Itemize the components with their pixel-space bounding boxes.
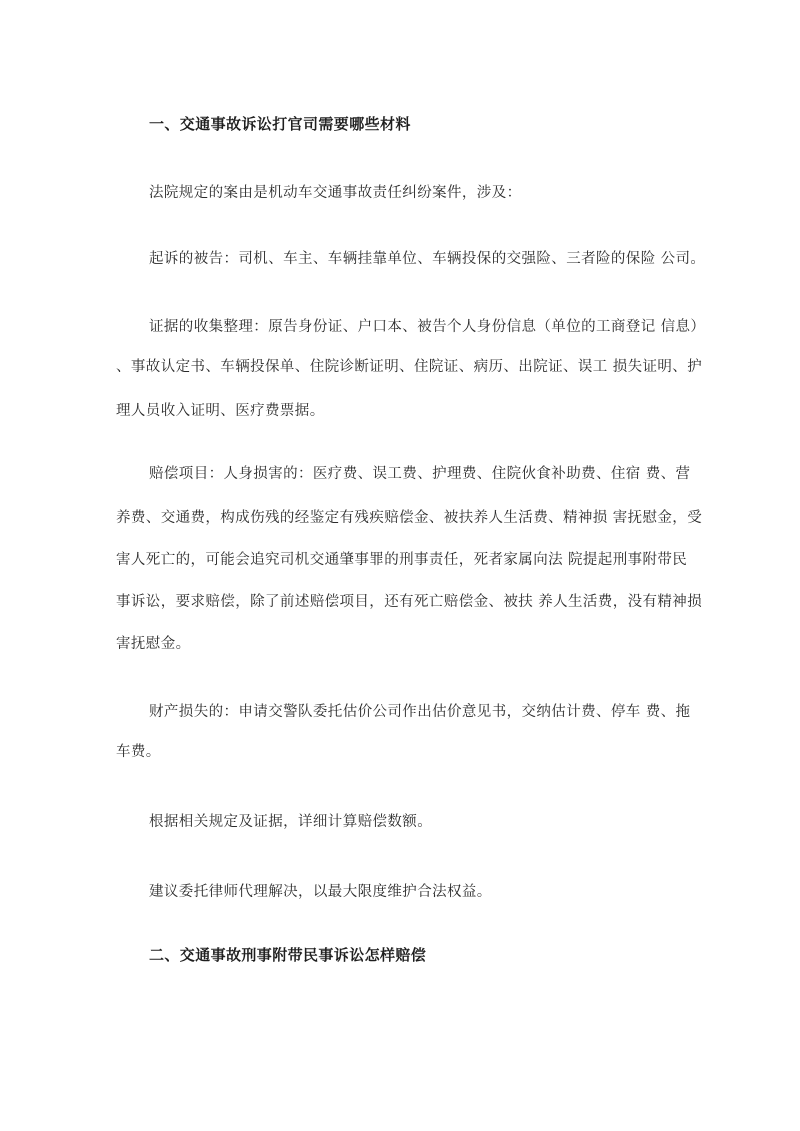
- paragraph-compensation-line-5: 害抚慰金。: [116, 636, 191, 652]
- paragraph-compensation-line-2: 养费、交通费，构成伤残的经鉴定有残疾赔偿金、被扶养人生活费、精神损 害抚慰金，受: [116, 510, 703, 526]
- paragraph-evidence-line-2: 、事故认定书、车辆投保单、住院诊断证明、住院证、病历、出院证、误工 损失证明、护: [116, 359, 703, 375]
- paragraph-case-cause: 法院规定的案由是机动车交通事故责任纠纷案件，涉及：: [149, 185, 522, 201]
- paragraph-evidence-line-3: 理人员收入证明、医疗费票据。: [116, 403, 325, 419]
- section-heading-1: 一、交通事故诉讼打官司需要哪些材料: [149, 115, 411, 133]
- paragraph-calculation: 根据相关规定及证据，详细计算赔偿数额。: [149, 814, 433, 830]
- paragraph-compensation-line-4: 事诉讼，要求赔偿，除了前述赔偿项目，还有死亡赔偿金、被扶 养人生活费，没有精神损: [116, 594, 703, 610]
- paragraph-defendants: 起诉的被告：司机、车主、车辆挂靠单位、车辆投保的交强险、三者险的保险 公司。: [149, 251, 706, 267]
- paragraph-compensation-line-1: 赔偿项目：人身损害的：医疗费、误工费、护理费、住院伙食补助费、住宿 费、营: [149, 466, 691, 482]
- paragraph-property-line-1: 财产损失的：申请交警队委托估价公司作出估价意见书，交纳估计费、停车 费、拖: [149, 704, 691, 720]
- paragraph-advice: 建议委托律师代理解决，以最大限度维护合法权益。: [149, 884, 492, 900]
- paragraph-compensation-line-3: 害人死亡的，可能会追究司机交通肇事罪的刑事责任，死者家属向法 院提起刑事附带民: [116, 552, 688, 568]
- paragraph-evidence-line-1: 证据的收集整理：原告身份证、户口本、被告个人身份信息（单位的工商登记 信息）: [149, 319, 706, 335]
- paragraph-property-line-2: 车费。: [116, 744, 161, 760]
- section-heading-2: 二、交通事故刑事附带民事诉讼怎样赔偿: [149, 946, 427, 964]
